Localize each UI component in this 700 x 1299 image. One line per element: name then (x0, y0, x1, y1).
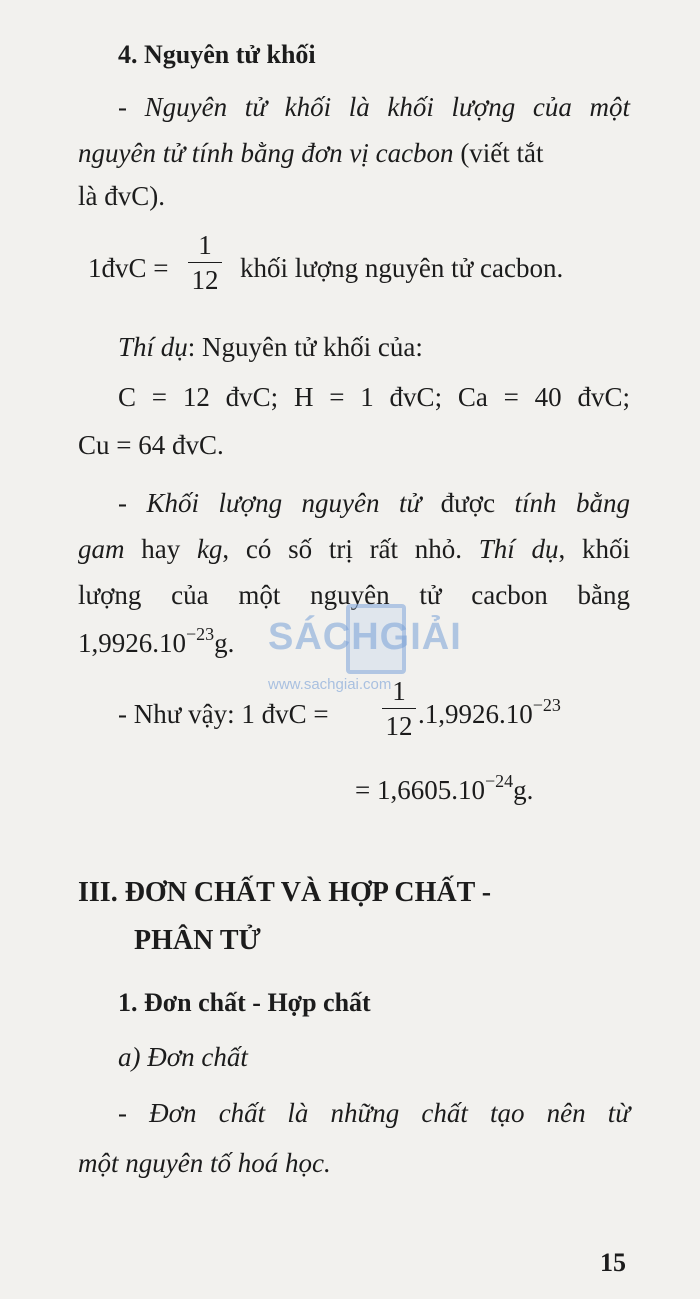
atomic-mass-values-line-2: Cu = 64 đvC. (78, 430, 224, 460)
mass-line-4: $1,9926.10^{-23}g$. (78, 624, 235, 658)
definition-line-2: nguyên tử tính bằng đơn vị cacbon (viết tắt (78, 138, 544, 168)
watermark (268, 598, 468, 708)
watermark-logo-text: SÁCHGIẢI (268, 616, 462, 658)
watermark-url: www.sachgiai.com (268, 676, 392, 693)
section-heading-elements-compounds: III. ĐƠN CHẤT VÀ HỢP CHẤT - (78, 877, 492, 908)
mass-line-3: lượng của một nguyên tử cacbon bằng (78, 580, 630, 610)
fraction-conversion: 1 12 (382, 676, 416, 741)
example-line: Thí dụ: Nguyên tử khối của: (118, 332, 423, 362)
atomic-mass-values-line-1: C = 12 đvC; H = 1 đvC; Ca = 40 đvC; (118, 382, 630, 412)
subsection-heading: 1. Đơn chất - Hợp chất (118, 988, 371, 1017)
element-definition-line-1: - Đơn chất là những chất tạo nên từ (118, 1098, 630, 1128)
mass-line-1: - Khối lượng nguyên tử được tính bằng (118, 488, 630, 518)
conversion-prefix: - Như vậy: 1 đvC = (118, 699, 329, 729)
definition-line-3: là đvC). (78, 181, 165, 211)
fraction-one-twelfth: 1 12 (188, 230, 222, 295)
subsection-a-label: a) Đơn chất (118, 1042, 248, 1072)
element-definition-line-2: một nguyên tố hoá học. (78, 1148, 331, 1178)
conversion-result: = $1,6605.10^{-24}g$. (355, 771, 534, 805)
definition-line-1: - Nguyên tử khối là khối lượng của một (118, 92, 630, 122)
page-number: 15 (600, 1248, 626, 1277)
formula-right: khối lượng nguyên tử cacbon. (240, 253, 564, 283)
formula-left: 1đvC = (88, 253, 169, 283)
section-heading-atomic-mass: 4. Nguyên tử khối (118, 40, 316, 69)
section-heading-molecule: PHÂN TỬ (134, 925, 261, 956)
mass-line-2: gam hay kg, có số trị rất nhỏ. Thí dụ, khối (78, 534, 630, 564)
conversion-value: $.1,9926.10^{-23}$ (418, 695, 561, 729)
